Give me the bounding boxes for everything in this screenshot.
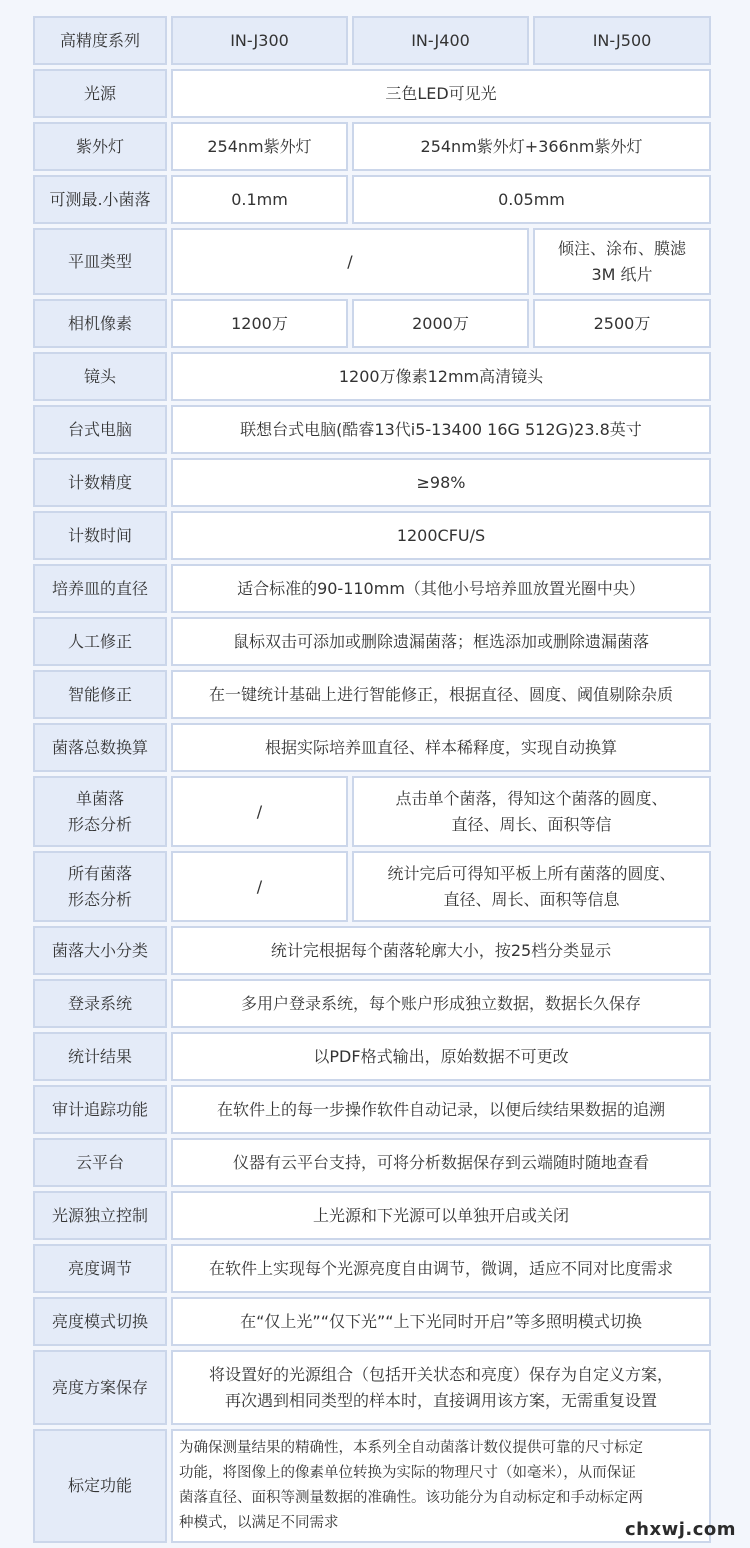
uv-lamp-j400-j500: 254nm紫外灯+366nm紫外灯 bbox=[352, 122, 711, 171]
row-label-audit-trail: 审计追踪功能 bbox=[33, 1085, 167, 1134]
dish-type-j300-j400: / bbox=[171, 228, 529, 295]
all-morphology-label-line2: 形态分析 bbox=[67, 889, 132, 909]
statistics-result-value: 以PDF格式输出，原始数据不可更改 bbox=[171, 1032, 711, 1081]
row-label-total-conversion: 菌落总数换算 bbox=[33, 723, 167, 772]
login-system-value: 多用户登录系统，每个账户形成独立数据，数据长久保存 bbox=[171, 979, 711, 1028]
single-morphology-value bbox=[352, 776, 711, 847]
all-morphology-line2: 直径、周长、面积等信息 bbox=[443, 889, 620, 909]
camera-pixels-j400: 2000万 bbox=[352, 299, 529, 348]
row-label-cloud-platform: 云平台 bbox=[33, 1138, 167, 1187]
brightness-mode-value: 在“仅上光”“仅下光”“上下光同时开启”等多照明模式切换 bbox=[171, 1297, 711, 1346]
all-morphology-label-line1: 所有菌落 bbox=[67, 863, 132, 883]
row-label-dish-diameter: 培养皿的直径 bbox=[33, 564, 167, 613]
row-label-camera-pixels: 相机像素 bbox=[33, 299, 167, 348]
single-morphology-line1: 点击单个菌落，得知这个菌落的圆度、 bbox=[395, 788, 668, 808]
row-label-manual-correction: 人工修正 bbox=[33, 617, 167, 666]
light-source-value: 三色LED可见光 bbox=[171, 69, 711, 118]
count-accuracy-value: ≥98% bbox=[171, 458, 711, 507]
uv-lamp-j300: 254nm紫外灯 bbox=[171, 122, 348, 171]
row-label-light-source: 光源 bbox=[33, 69, 167, 118]
single-morphology-j300: / bbox=[171, 776, 348, 847]
single-morphology-label-line1: 单菌落 bbox=[75, 788, 124, 808]
row-label-desktop-pc: 台式电脑 bbox=[33, 405, 167, 454]
all-morphology-line1: 统计完后可得知平板上所有菌落的圆度、 bbox=[387, 863, 676, 883]
row-label-size-classification: 菌落大小分类 bbox=[33, 926, 167, 975]
row-label-lens: 镜头 bbox=[33, 352, 167, 401]
single-morphology-line2: 直径、周长、面积等信 bbox=[451, 814, 612, 834]
site-watermark: chxwj.com bbox=[624, 1519, 736, 1540]
camera-pixels-j300: 1200万 bbox=[171, 299, 348, 348]
audit-trail-value: 在软件上的每一步操作软件自动记录，以便后续结果数据的追溯 bbox=[171, 1085, 711, 1134]
brightness-adjust-value: 在软件上实现每个光源亮度自由调节，微调，适应不同对比度需求 bbox=[171, 1244, 711, 1293]
dish-type-j500-line1: 倾注、涂布、膜滤 bbox=[557, 238, 686, 258]
row-label-all-morphology bbox=[33, 851, 167, 922]
lens-value: 1200万像素12mm高清镜头 bbox=[171, 352, 711, 401]
row-label-brightness-preset: 亮度方案保存 bbox=[33, 1350, 167, 1425]
row-label-count-time: 计数时间 bbox=[33, 511, 167, 560]
row-label-count-accuracy: 计数精度 bbox=[33, 458, 167, 507]
min-colony-j400-j500: 0.05mm bbox=[352, 175, 711, 224]
row-label-brightness-mode: 亮度模式切换 bbox=[33, 1297, 167, 1346]
desktop-pc-value: 联想台式电脑(酷睿13代i5-13400 16G 512G)23.8英寸 bbox=[171, 405, 711, 454]
header-model-j300: IN-J300 bbox=[171, 16, 348, 65]
all-morphology-value bbox=[352, 851, 711, 922]
manual-correction-value: 鼠标双击可添加或删除遗漏菌落；框选添加或删除遗漏菌落 bbox=[171, 617, 711, 666]
calibration-line4: 种模式，以满足不同需求 bbox=[179, 1515, 339, 1531]
dish-type-j500 bbox=[533, 228, 711, 295]
dish-diameter-value: 适合标准的90-110mm（其他小号培养皿放置光圈中央） bbox=[171, 564, 711, 613]
calibration-line2: 功能，将图像上的像素单位转换为实际的物理尺寸（如毫米），从而保证 bbox=[179, 1465, 636, 1481]
dish-type-j500-line2: 3M 纸片 bbox=[591, 264, 653, 284]
camera-pixels-j500: 2500万 bbox=[533, 299, 711, 348]
calibration-line3: 菌落直径、面积等测量数据的准确性。该功能分为自动标定和手动标定两 bbox=[179, 1490, 643, 1506]
brightness-preset-value bbox=[171, 1350, 711, 1425]
row-label-independent-light: 光源独立控制 bbox=[33, 1191, 167, 1240]
all-morphology-j300: / bbox=[171, 851, 348, 922]
independent-light-value: 上光源和下光源可以单独开启或关闭 bbox=[171, 1191, 711, 1240]
spec-table bbox=[33, 16, 711, 1543]
header-model-j400: IN-J400 bbox=[352, 16, 529, 65]
calibration-line1: 为确保测量结果的精确性，本系列全自动菌落计数仪提供可靠的尺寸标定 bbox=[179, 1440, 643, 1456]
row-label-dish-type: 平皿类型 bbox=[33, 228, 167, 295]
brightness-preset-line1: 将设置好的光源组合（包括开关状态和亮度）保存为自定义方案， bbox=[208, 1364, 673, 1384]
header-model-j500: IN-J500 bbox=[533, 16, 711, 65]
brightness-preset-line2: 再次遇到相同类型的样本时，直接调用该方案，无需重复设置 bbox=[224, 1390, 657, 1410]
row-label-min-colony: 可测最.小菌落 bbox=[33, 175, 167, 224]
total-conversion-value: 根据实际培养皿直径、样本稀释度，实现自动换算 bbox=[171, 723, 711, 772]
row-label-login-system: 登录系统 bbox=[33, 979, 167, 1028]
row-label-statistics-result: 统计结果 bbox=[33, 1032, 167, 1081]
row-label-calibration: 标定功能 bbox=[33, 1429, 167, 1543]
cloud-platform-value: 仪器有云平台支持，可将分析数据保存到云端随时随地查看 bbox=[171, 1138, 711, 1187]
count-time-value: 1200CFU/S bbox=[171, 511, 711, 560]
row-label-uv-lamp: 紫外灯 bbox=[33, 122, 167, 171]
min-colony-j300: 0.1mm bbox=[171, 175, 348, 224]
size-classification-value: 统计完根据每个菌落轮廓大小，按25档分类显示 bbox=[171, 926, 711, 975]
smart-correction-value: 在一键统计基础上进行智能修正，根据直径、圆度、阈值剔除杂质 bbox=[171, 670, 711, 719]
row-label-brightness-adjust: 亮度调节 bbox=[33, 1244, 167, 1293]
row-label-smart-correction: 智能修正 bbox=[33, 670, 167, 719]
row-label-single-morphology bbox=[33, 776, 167, 847]
single-morphology-label-line2: 形态分析 bbox=[67, 814, 132, 834]
header-series-label: 高精度系列 bbox=[33, 16, 167, 65]
